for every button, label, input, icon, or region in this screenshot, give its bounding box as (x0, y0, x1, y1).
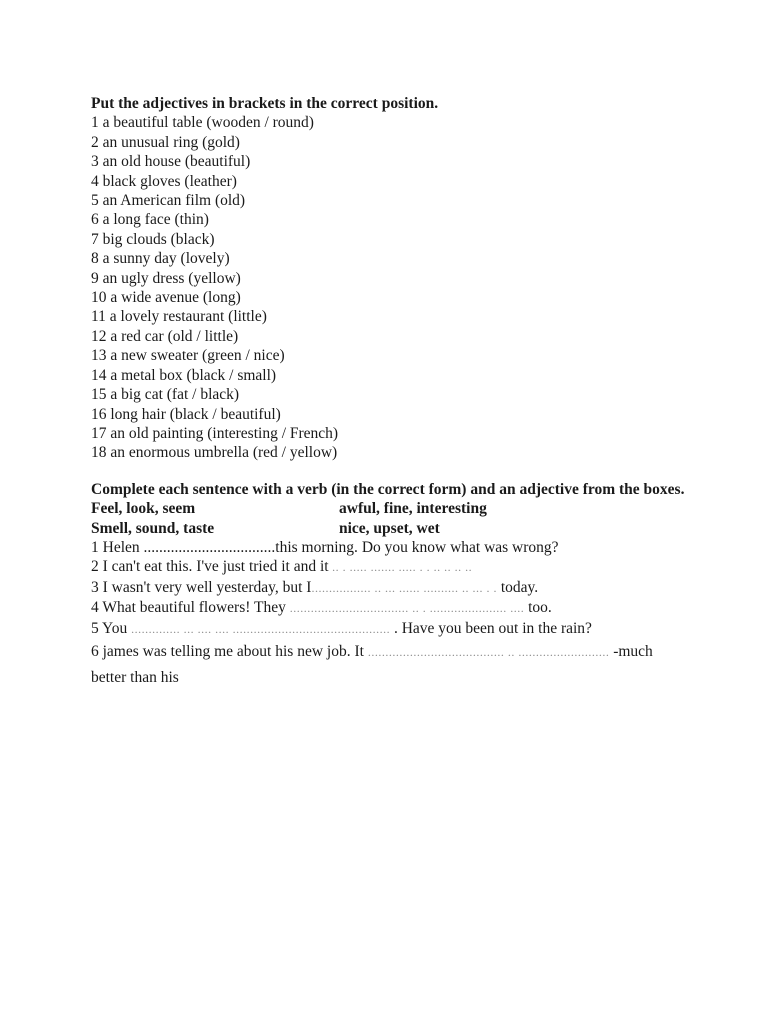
sentence-text: 1 Helen ..................................this morning. (91, 538, 358, 556)
answer-blank: .................................. .. . ...................... .... (289, 601, 525, 616)
sentence-text: Do you know what was wrong? (357, 538, 559, 556)
exercise1-item: 9 an ugly dress (yellow) (91, 269, 241, 287)
sentence-text: 4 What beautiful flowers! They (91, 599, 290, 617)
exercise2-sentence (91, 578, 691, 598)
verb-box: Smell, sound, taste (91, 519, 215, 537)
answer-blank: .............. ... .... .... ............................................. (131, 621, 391, 636)
sentence-text: 5 You (91, 619, 132, 637)
exercise1-item: 18 an enormous umbrella (red / yellow) (91, 444, 338, 462)
exercise1-item: 7 big clouds (black) (91, 230, 215, 248)
exercise2-sentence (91, 557, 691, 577)
exercise1-item: 12 a red car (old / little) (91, 327, 239, 345)
exercise1-item: 4 black gloves (leather) (91, 172, 237, 190)
exercise2-sentence (91, 598, 691, 618)
exercise1-item: 16 long hair (black / beautiful) (91, 405, 281, 423)
exercise1-item: 3 an old house (beautiful) (91, 153, 251, 171)
word-box-row (91, 499, 691, 518)
answer-blank: ................. .. ... ...... .......... .. ... . . (311, 580, 497, 595)
exercise2-sentence (91, 619, 691, 639)
exercise2-sentence (91, 639, 691, 690)
word-box-row (91, 519, 691, 538)
sentence-text: today. (496, 578, 539, 596)
sentence-text: . Have you been out in the rain? (390, 619, 592, 637)
exercise1-item: 15 a big cat (fat / black) (91, 386, 240, 404)
sentence-text: 6 james was telling me about his new job. It (91, 642, 368, 660)
sentence-text: 3 I wasn't very well yesterday, but I (91, 578, 312, 596)
adjective-box: awful, fine, interesting (339, 500, 487, 518)
exercise1-item: 17 an old painting (interesting / French) (91, 424, 339, 442)
exercise1-item: 11 a lovely restaurant (little) (91, 308, 267, 326)
verb-box: Feel, look, seem (91, 500, 196, 518)
exercise1-item: 10 a wide avenue (long) (91, 289, 241, 307)
exercise1-item: 8 a sunny day (lovely) (91, 250, 230, 268)
exercise2-sentence (91, 538, 691, 557)
exercise1-item: 1 a beautiful table (wooden / round) (91, 114, 314, 132)
exercise1-item: 14 a metal box (black / small) (91, 366, 277, 384)
sentence-text: -much better than his (91, 642, 653, 686)
answer-blank: ....................................... .. .......................... (367, 644, 610, 659)
exercise2-instruction: Complete each sentence with a verb (in the correct form) and an adjective from the boxes. (91, 480, 685, 498)
exercise1-list (91, 113, 691, 462)
exercise1-item: 6 a long face (thin) (91, 211, 209, 229)
exercise2 (91, 480, 691, 690)
sentence-text: too. (524, 599, 552, 617)
exercise1-item: 13 a new sweater (green / nice) (91, 347, 285, 365)
answer-blank: .. . ..... ....... ..... . . .. .. .. .. (328, 560, 473, 575)
exercise1-instruction: Put the adjectives in brackets in the correct position. (91, 95, 439, 112)
worksheet (91, 94, 691, 690)
sentence-text: 2 I can't eat this. I've just tried it and it (91, 558, 329, 576)
exercise1-item: 5 an American film (old) (91, 192, 246, 210)
exercise1-item: 2 an unusual ring (gold) (91, 133, 240, 151)
adjective-box: nice, upset, wet (339, 519, 440, 537)
